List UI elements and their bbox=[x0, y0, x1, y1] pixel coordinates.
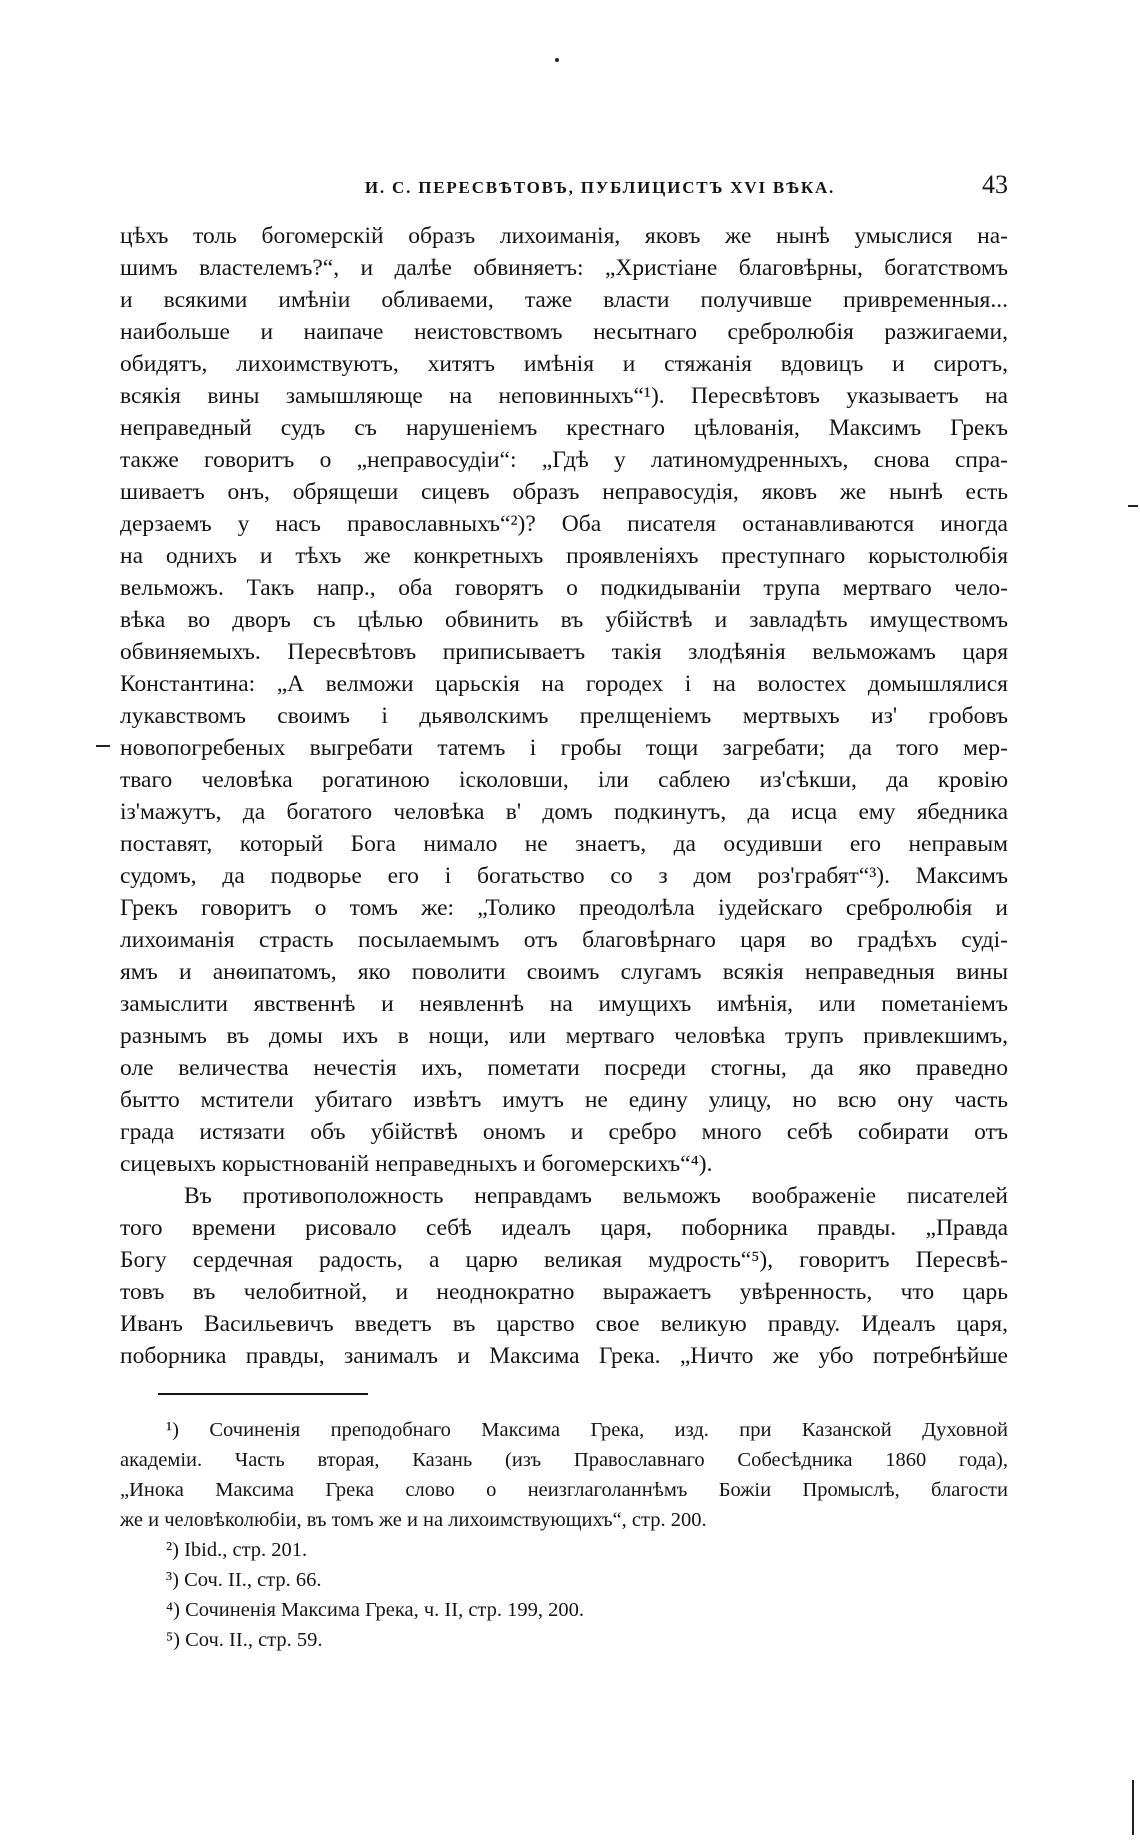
scan-margin-mark-right bbox=[1128, 505, 1138, 507]
footnote-divider bbox=[158, 1393, 368, 1395]
text-line: дерзаемъ у насъ православныхъ“²)? Оба писателя останавливаются иногда bbox=[120, 511, 1008, 537]
text-line: и всякими имѣніи обливаеми, таже власти получивше привременныя... bbox=[120, 287, 1008, 313]
footnote-line: ¹) Сочиненія преподобнаго Максима Грека, изд. при Казанской Духовной bbox=[166, 1419, 1008, 1441]
text-line: бытто мстители убитаго извѣтъ имутъ не едину улицу, но всю ону часть bbox=[120, 1087, 1008, 1113]
text-line: вѣка во дворъ съ цѣлью обвинить въ убійствѣ и завладѣть имуществомъ bbox=[120, 607, 1008, 633]
text-line: поборника правды, занималъ и Максима Грека. „Ничто же убо потребнѣйше bbox=[120, 1343, 1008, 1369]
text-line: цѣхъ толь богомерскій образъ лихоиманія, яковъ же нынѣ умыслися на- bbox=[120, 223, 1008, 249]
text-line: шиваетъ онъ, обрящеши сицевъ образъ неправосудія, яковъ же нынѣ есть bbox=[120, 479, 1008, 505]
text-line: сицевыхъ корыстнованій неправедныхъ и богомерскихъ“⁴). bbox=[120, 1151, 713, 1177]
text-line: шимъ властелемъ?“, и далѣе обвиняетъ: „Христіане благовѣрны, богатствомъ bbox=[120, 255, 1008, 281]
footnote-line: ³) Соч. II., стр. 66. bbox=[166, 1569, 322, 1591]
text-line: поставят, который Бога нимало не знаетъ, да осудивши его неправым bbox=[120, 831, 1008, 857]
text-line: із'мажутъ, да богатого человѣка в' домъ подкинутъ, да исца ему ябедника bbox=[120, 799, 1008, 825]
footnote-line: ²) Ibid., стр. 201. bbox=[166, 1539, 308, 1561]
text-line: Константина: „А велможи царьскія на городех і на волостех домышлялися bbox=[120, 671, 1008, 697]
text-line: того времени рисовало себѣ идеалъ царя, поборника правды. „Правда bbox=[120, 1215, 1008, 1241]
footnotes bbox=[120, 1415, 1008, 1655]
text-line: ямъ и анѳипатомъ, яко поволити своимъ слугамъ всякія неправедныя вины bbox=[120, 959, 1008, 985]
text-line: неправедный судъ съ нарушеніемъ крестнаго цѣлованія, Максимъ Грекъ bbox=[120, 415, 1008, 441]
text-line: Богу сердечная радость, а царю великая мудрость“⁵), говоритъ Пересвѣ- bbox=[120, 1247, 1008, 1273]
text-line: наибольше и наипаче неистовствомъ несытнаго сребролюбія разжигаеми, bbox=[120, 319, 1008, 345]
text-line: Грекъ говоритъ о томъ же: „Толико преодолѣла іудейскаго сребролюбія и bbox=[120, 895, 1008, 921]
footnote-line: академіи. Часть вторая, Казань (изъ Православнаго Собесѣдника 1860 года), bbox=[120, 1449, 1008, 1471]
text-line: разнымъ въ домы ихъ в нощи, или мертваго человѣка трупъ привлекшимъ, bbox=[120, 1023, 1008, 1049]
text-line: также говоритъ о „неправосудіи“: „Гдѣ у латиномудренныхъ, снова спра- bbox=[120, 447, 1008, 473]
text-line: обвиняемыхъ. Пересвѣтовъ приписываетъ такія злодѣянія вельможамъ царя bbox=[120, 639, 1008, 665]
text-line: Въ противоположность неправдамъ вельможъ воображеніе писателей bbox=[184, 1183, 1008, 1209]
scan-dot-mark bbox=[555, 58, 559, 62]
text-line: новопогребеных выгребати татемъ і гробы тощи загребати; да того мер- bbox=[120, 735, 1008, 761]
text-line: товъ въ челобитной, и неоднократно выражаетъ увѣренность, что царь bbox=[120, 1279, 1008, 1305]
text-line: вельможъ. Такъ напр., оба говорятъ о подкидываніи трупа мертваго чело- bbox=[120, 575, 1008, 601]
page-header bbox=[120, 170, 1008, 206]
text-line: всякія вины замышляюще на неповинныхъ“¹). Пересвѣтовъ указываетъ на bbox=[120, 383, 1008, 409]
text-line: Иванъ Васильевичъ введетъ въ царство свое великую правду. Идеалъ царя, bbox=[120, 1311, 1008, 1337]
text-line: тваго человѣка рогатиною ісколовши, іли саблею из'сѣкши, да кровію bbox=[120, 767, 1008, 793]
text-line: града истязати объ убійствѣ ономъ и сребро много себѣ собирати отъ bbox=[120, 1119, 1008, 1145]
text-line: судомъ, да подворье его і богатьство со з дом роз'грабят“³). Максимъ bbox=[120, 863, 1008, 889]
text-line: замыслити явственнѣ и неявленнѣ на имущихъ имѣнія, или пометаніемъ bbox=[120, 991, 1008, 1017]
footnote-line: же и человѣколюбіи, въ томъ же и на лихоимствующихъ“, стр. 200. bbox=[120, 1509, 707, 1531]
text-line: обидятъ, лихоимствуютъ, хитятъ имѣнія и стяжанія вдовицъ и сиротъ, bbox=[120, 351, 1008, 377]
scan-margin-mark-left bbox=[96, 745, 110, 747]
footnote-line: ⁴) Сочиненія Максима Грека, ч. II, стр. 199, 200. bbox=[166, 1599, 585, 1621]
text-line: лукавствомъ своимъ і дьяволскимъ прелщеніемъ мертвыхъ из' гробовъ bbox=[120, 703, 1008, 729]
text-line: оле величества нечестія ихъ, пометати посреди стогны, да яко праведно bbox=[120, 1055, 1008, 1081]
footnote-line: ⁵) Соч. II., стр. 59. bbox=[166, 1629, 323, 1651]
text-line: лихоиманія страсть посылаемымъ отъ благовѣрнаго царя во градѣхъ суді- bbox=[120, 927, 1008, 953]
text-line: на однихъ и тѣхъ же конкретныхъ проявленіяхъ преступнаго корыстолюбія bbox=[120, 543, 1008, 569]
page-number: 43 bbox=[982, 170, 1008, 199]
footnote-line: „Инока Максима Грека слово о неизглаголаннѣмъ Божіи Промыслѣ, благости bbox=[120, 1479, 1008, 1501]
body-text bbox=[120, 220, 1008, 1372]
scan-corner-mark bbox=[1132, 1780, 1134, 1835]
running-head: И. С. ПЕРЕСВѢТОВЪ, ПУБЛИЦИСТЪ XVI ВѢКА. bbox=[364, 178, 836, 197]
